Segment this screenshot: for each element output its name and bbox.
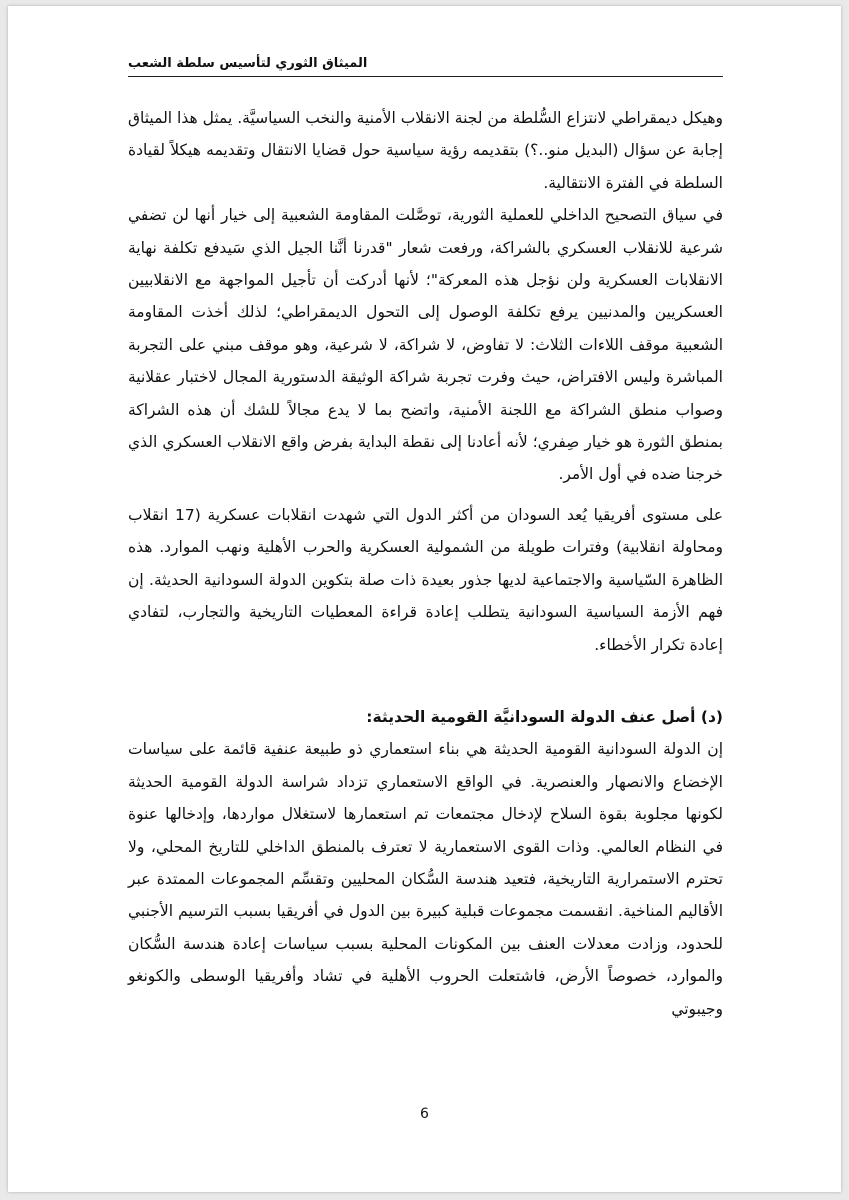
page-number: 6	[420, 1106, 429, 1122]
spacer	[128, 661, 723, 701]
body-text	[128, 102, 723, 1025]
header-rule	[128, 76, 723, 77]
document-page	[8, 6, 841, 1192]
paragraph: وهيكل ديمقراطي لانتزاع السُّلطة من لجنة الانقلاب الأمنية والنخب السياسيَّة. يمثل هذا الميثاق إجابة عن سؤال (البديل منو..؟) بتقديمه رؤية سياسية حول قضايا الانتقال وتقديمه هيكلاً لقيادة السلطة في الفترة الانتقالية.	[128, 109, 723, 192]
paragraph: في سياق التصحيح الداخلي للعملية الثورية، توصَّلت المقاومة الشعبية إلى خيار أنها لن تضفي شرعية للانقلاب العسكري بالشراكة، ورفعت شعار "قدرنا أنَّنا الجيل الذي سَيدفع تكلفة نهاية الانقلابات العسكرية ولن نؤجل هذه المعركة"؛ لأنها أدركت أن تأجيل المواجهة مع الانقلابيين العسكريين والمدنيين يرفع تكلفة الوصول إلى التحول الديمقراطي؛ لذلك أخذت المقاومة الشعبية موقف اللاءات الثلاث: لا تفاوض، لا شراكة، لا شرعية، وهو موقف مبني على التجربة المباشرة وليس الافتراض، حيث وفرت تجربة شراكة الوثيقة الدستورية المجال لاختبار عقلانية وصواب منطق الشراكة مع اللجنة الأمنية، واتضح بما لا يدع مجالاً للشك أن هذه الشراكة بمنطق الثورة هو خيار صِفري؛ لأنه أعادنا إلى نقطة البداية بفرض واقع الانقلاب العسكري الذي خرجنا ضده في أول الأمر.	[128, 206, 723, 484]
paragraph: على مستوى أفريقيا يُعد السودان من أكثر الدول التي شهدت انقلابات عسكرية (17 انقلاب ومحاولة انقلابية) وفترات طويلة من الشمولية العسكرية والحرب الأهلية ونهب الموارد. هذه الظاهرة السّياسية والاجتماعية لديها جذور بعيدة ذات صلة بتكوين الدولة السودانية الحديثة. إن فهم الأزمة السياسية السودانية يتطلب إعادة قراءة المعطيات التاريخية والتجارب، لتفادي إعادة تكرار الأخطاء.	[128, 505, 724, 654]
section-body: إن الدولة السودانية القومية الحديثة هي بناء استعماري ذو طبيعة عنفية قائمة على سياسات الإخضاع والانصهار والعنصرية. في الواقع الاستعماري تزداد شراسة الدولة القومية الحديثة لكونها مجلوبة بقوة السلاح لإدخال مجتمعات تم استعمارها لاستغلال مواردها، وإدخالها عنوة في النظام العالمي. وذات القوى الاستعمارية لا تعترف بالمنطق الداخلي للتاريخ المحلي، ولا تحترم الاستمرارية التاريخية، فتعيد هندسة السُّكان المحليين وتقسِّم المجموعات الممتدة عبر الأقاليم المناخية. انقسمت مجموعات قبلية كبيرة بين الدول في أفريقيا بسبب الترسيم الأجنبي للحدود، وزادت معدلات العنف بين المكونات المحلية بسبب سياسات إعادة هندسة السُّكان والموارد، خصوصاً الأرض، فاشتعلت الحروب الأهلية في تشاد وأفريقيا الوسطى والكونغو وجيبوتي	[128, 740, 723, 1018]
section-heading: (د) أصل عنف الدولة السودانيَّة القومية الحديثة:	[366, 707, 723, 726]
header-title: الميثاق الثوري لتأسيس سلطة الشعب	[128, 56, 368, 71]
running-header	[8, 54, 841, 78]
spacer	[128, 491, 723, 499]
